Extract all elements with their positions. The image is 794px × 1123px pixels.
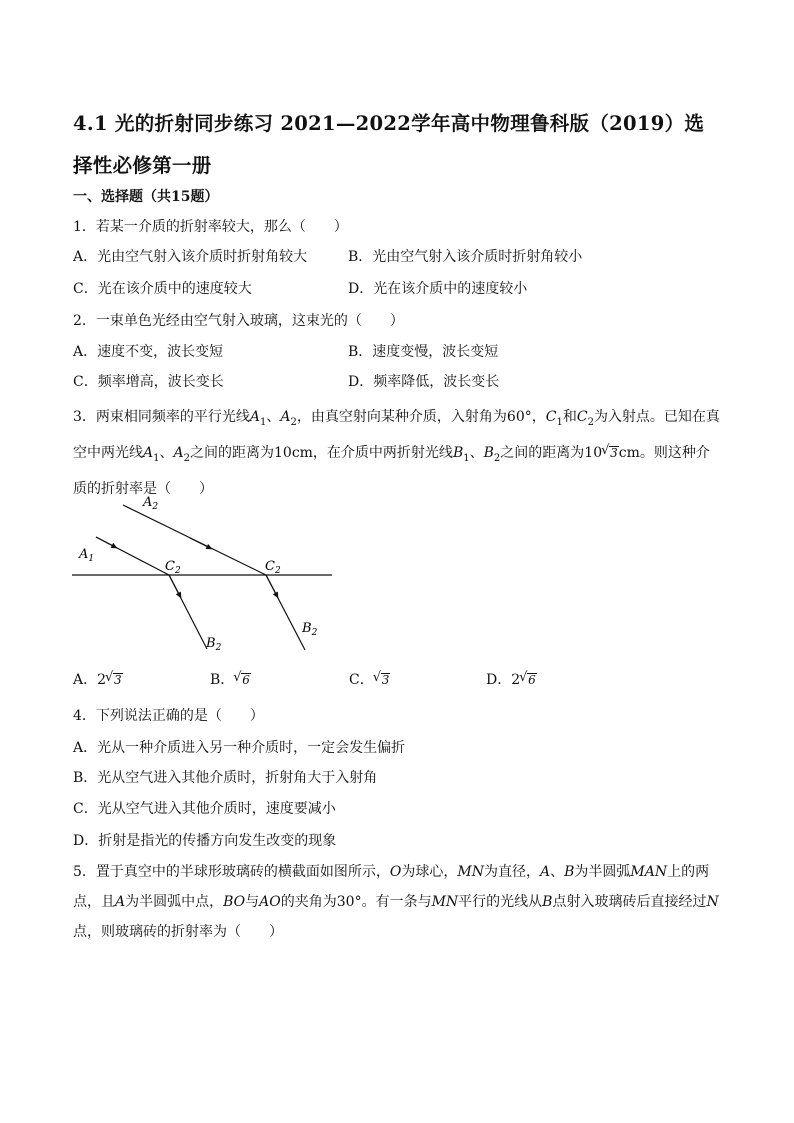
q3-text: 为入射点。已知在真空中两光线 — [73, 409, 720, 461]
q3-option-a-prefix: A．2 — [73, 672, 107, 688]
q3-option-c-prefix: C． — [349, 672, 374, 688]
q3-number: 3． — [73, 409, 96, 425]
q3-text: 、 — [469, 444, 484, 461]
document-title: 4.1 光的折射同步练习 2021—2022学年高中物理鲁科版（2019）选择性必修第一册 — [73, 112, 705, 177]
refraction-diagram — [70, 492, 340, 662]
q3-text: 、 — [266, 409, 281, 425]
q5-sym: O — [389, 864, 402, 880]
q4-option-a[interactable]: A．光从一种介质进入另一种介质时，一定会发生偏折 — [73, 740, 406, 756]
q3-sub: 1 — [260, 416, 267, 428]
q5-text: 为半圆弧中点， — [125, 894, 224, 910]
q5-sym: MAN — [630, 864, 668, 880]
q3-sym-a: A — [143, 444, 154, 461]
q3-option-c[interactable] — [349, 670, 390, 690]
incident-ray-a1-arrow — [96, 537, 115, 547]
q3-option-a-sqrt: √ 3 — [113, 673, 123, 687]
q3-sub: 2 — [290, 416, 297, 428]
q5-sym: B — [542, 894, 553, 910]
q1-stem: 1．若某一介质的折射率较大，那么（ ） — [73, 219, 348, 235]
q4-option-c[interactable]: C．光从空气进入其他介质时，速度要减小 — [73, 801, 336, 817]
q2-option-b[interactable]: B．速度变慢，波长变短 — [348, 344, 499, 360]
q5-sym: BO — [223, 894, 246, 910]
q5-text: 为直径， — [483, 864, 540, 880]
q3-sym-a: A — [249, 409, 261, 425]
refracted-ray-b1-arrow — [169, 575, 180, 596]
q3-text: 两束相同频率的平行光线 — [95, 409, 250, 425]
q5-text: 点射入玻璃砖后直接经过 — [552, 894, 707, 910]
q5-sym: MN — [457, 864, 484, 880]
q5-sym: A — [539, 864, 551, 880]
q3-option-b-sqrt: √ 6 — [241, 673, 251, 687]
q3-option-d-prefix: D．2 — [486, 672, 521, 688]
q2-stem: 2．一束单色光经由空气射入玻璃，这束光的（ ） — [73, 313, 404, 329]
q3-sym-b: B — [452, 444, 464, 461]
label-b2-right: $B_2$ — [302, 621, 318, 638]
q3-text: ，由真空射向某种介质，入射角为60°， — [296, 409, 546, 425]
q3-text: cm。则这种介质的折射率是（ ） — [73, 444, 710, 497]
q3-option-d-sqrt: √ 6 — [527, 673, 537, 687]
q5-text: 平行的光线从 — [458, 894, 543, 910]
label-a1: $A_1$ — [79, 547, 95, 564]
q5-text: 为半圆弧 — [574, 864, 631, 880]
q3-sub: 1 — [153, 452, 160, 464]
q5-sym: AO — [259, 894, 281, 910]
q5-text: 与 — [245, 894, 260, 910]
q4-option-d[interactable]: D．折射是指光的传播方向发生改变的现象 — [73, 833, 337, 849]
q2-option-c[interactable]: C．频率增高，波长变长 — [73, 374, 224, 390]
q3-option-b-prefix: B． — [210, 672, 235, 688]
incident-ray-a2-arrow — [190, 538, 210, 548]
q4-stem: 4．下列说法正确的是（ ） — [73, 708, 264, 724]
q1-option-d[interactable]: D．光在该介质中的速度较小 — [348, 281, 528, 297]
q5-sym: N — [706, 894, 719, 910]
q1-option-b[interactable]: B．光由空气射入该介质时折射角较小 — [348, 249, 583, 265]
q3-option-a[interactable] — [73, 670, 123, 690]
q5-text: 点，则玻璃砖的折射率为（ ） — [73, 924, 283, 940]
q3-text: 、 — [159, 444, 174, 461]
q3-sub: 2 — [183, 452, 190, 464]
q3-sub: 1 — [556, 416, 563, 428]
q5-text: 、 — [550, 864, 565, 880]
q3-text: 之间的距离为10 — [500, 444, 603, 461]
q5-text: 上的两点，且 — [73, 864, 710, 910]
label-a2: $A_2$ — [143, 495, 159, 512]
q5-sym: B — [564, 864, 575, 880]
q3-sym-b: B — [483, 444, 494, 461]
q5-sym: A — [115, 894, 126, 910]
label-b2-left: $B_2$ — [206, 636, 222, 653]
section-heading: 一、选择题（共15题） — [73, 189, 219, 205]
q3-option-c-sqrt: √ 3 — [381, 673, 391, 687]
q3-sub: 1 — [463, 452, 470, 464]
q4-option-b[interactable]: B．光从空气进入其他介质时，折射角大于入射角 — [73, 770, 378, 786]
q3-sym-c: C — [576, 409, 588, 425]
q1-option-a[interactable]: A．光由空气射入该介质时折射角较大 — [73, 249, 308, 265]
q5-stem — [73, 857, 723, 947]
q5-text: 的夹角为30°。有一条与 — [280, 894, 432, 910]
q2-option-a[interactable]: A．速度不变，波长变短 — [73, 344, 224, 360]
q3-sym-a: A — [280, 409, 291, 425]
label-c2-left: $C_2$ — [165, 559, 181, 576]
q3-text: 和 — [562, 409, 577, 425]
q3-option-d[interactable] — [486, 670, 537, 690]
q5-text: 5．置于真空中的半球形玻璃砖的横截面如图所示， — [73, 864, 390, 880]
refracted-ray-b2-arrow — [266, 575, 277, 596]
q5-sym: MN — [431, 894, 459, 910]
q3-text: 之间的距离为10cm，在介质中两折射光线 — [190, 444, 453, 461]
q3-sqrt: √ 3 — [609, 446, 619, 460]
q1-option-c[interactable]: C．光在该介质中的速度较大 — [73, 281, 252, 297]
q5-text: 为球心， — [401, 864, 458, 880]
q3-sub: 2 — [587, 416, 594, 428]
q3-sub: 2 — [493, 452, 501, 464]
q2-option-d[interactable]: D．频率降低，波长变长 — [348, 374, 500, 390]
q3-sym-c: C — [545, 409, 557, 425]
q3-option-b[interactable] — [210, 670, 251, 690]
q3-sym-a: A — [173, 444, 184, 461]
q3-stem — [73, 402, 723, 504]
label-c2-right: $C_2$ — [265, 559, 281, 576]
